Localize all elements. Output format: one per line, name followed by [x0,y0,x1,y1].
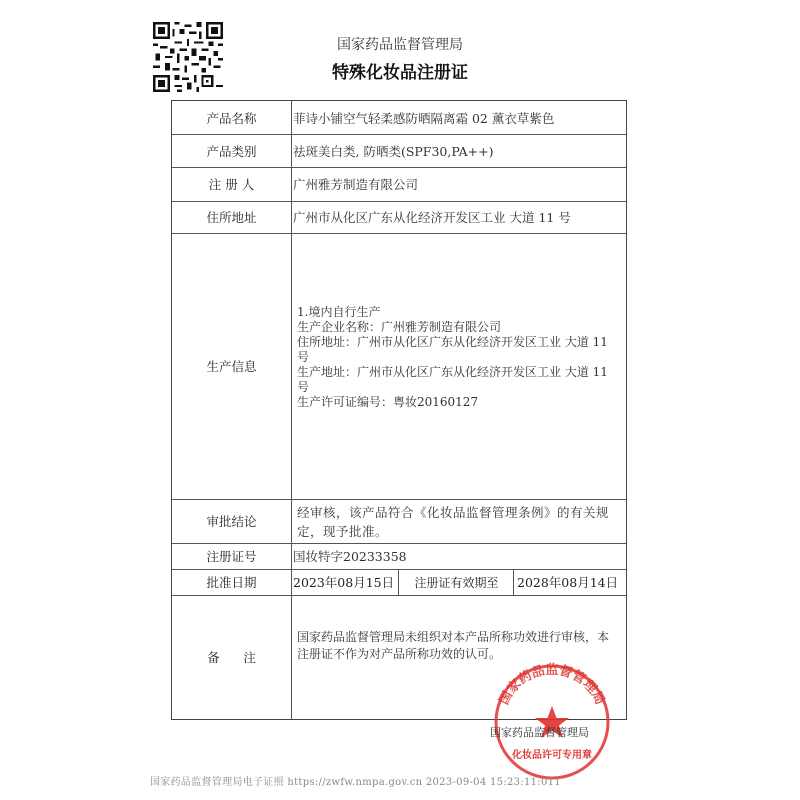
valid-until-value: 2028年08月14日 [517,575,619,590]
row-approval [172,499,626,544]
address-label: 住所地址 [172,201,292,233]
row-reg-no [172,543,626,570]
approval-label: 审批结论 [172,499,292,543]
approval-text: 经审核，该产品符合《化妆品监督管理条例》的有关规定，现予批准。 [297,505,610,539]
footer-note: 国家药品监督管理局电子证照 https://zwfw.nmpa.gov.cn 2023-09-04 15:23:11:011 [150,777,561,788]
seal-arc-text: 国家药品监督管理局 [496,663,608,708]
remark-label: 备 注 [172,595,292,719]
production-line: 生产许可证编号：粤妆20160127 [297,395,479,409]
remark-text: 国家药品监督管理局未组织对本产品所称功效进行审核，本注册证不作为对产品所称功效的认可。 [297,630,610,661]
production-line: 生产地址：广州市从化区广东从化经济开发区工业 大道 11 号 [297,365,608,394]
reg-no-value: 国妆特字20233358 [293,549,407,564]
svg-text:国家药品监督管理局 [496,662,607,707]
seal-under-text: 国家药品监督管理局 [490,726,589,739]
row-address [172,201,626,234]
registrant-value: 广州雅芳制造有限公司 [293,177,419,192]
production-label: 生产信息 [172,233,292,499]
row-product-name [172,101,626,135]
approval-date-value: 2023年08月15日 [293,569,399,595]
official-seal [482,662,622,782]
production-info [297,305,620,410]
address-value: 广州市从化区广东从化经济开发区工业 大道 11 号 [293,210,571,225]
row-registrant [172,167,626,202]
row-dates [172,569,626,596]
agency-title: 国家药品监督管理局 [337,37,463,53]
product-name-value: 菲诗小铺空气轻柔感防晒隔离霜 02 薰衣草紫色 [293,110,555,126]
qr-code [152,22,224,92]
reg-no-label: 注册证号 [172,543,292,569]
certificate-table [171,100,627,720]
seal-bottom-text: 化妆品许可专用章 [512,750,592,761]
category-label: 产品类别 [172,134,292,167]
row-production [172,233,626,500]
row-category [172,134,626,168]
production-line: 生产企业名称：广州雅芳制造有限公司 [297,320,502,334]
category-value: 祛斑美白类, 防晒类(SPF30,PA++) [293,143,494,159]
valid-until-label: 注册证有效期至 [400,569,514,595]
registrant-label: 注 册 人 [172,167,292,201]
production-line: 住所地址：广州市从化区广东从化经济开发区工业 大道 11 号 [297,335,608,364]
product-name-label: 产品名称 [172,101,292,134]
production-line: 1.境内自行生产 [297,305,381,319]
certificate-title: 特殊化妆品注册证 [332,63,468,83]
approval-date-label: 批准日期 [172,569,292,595]
